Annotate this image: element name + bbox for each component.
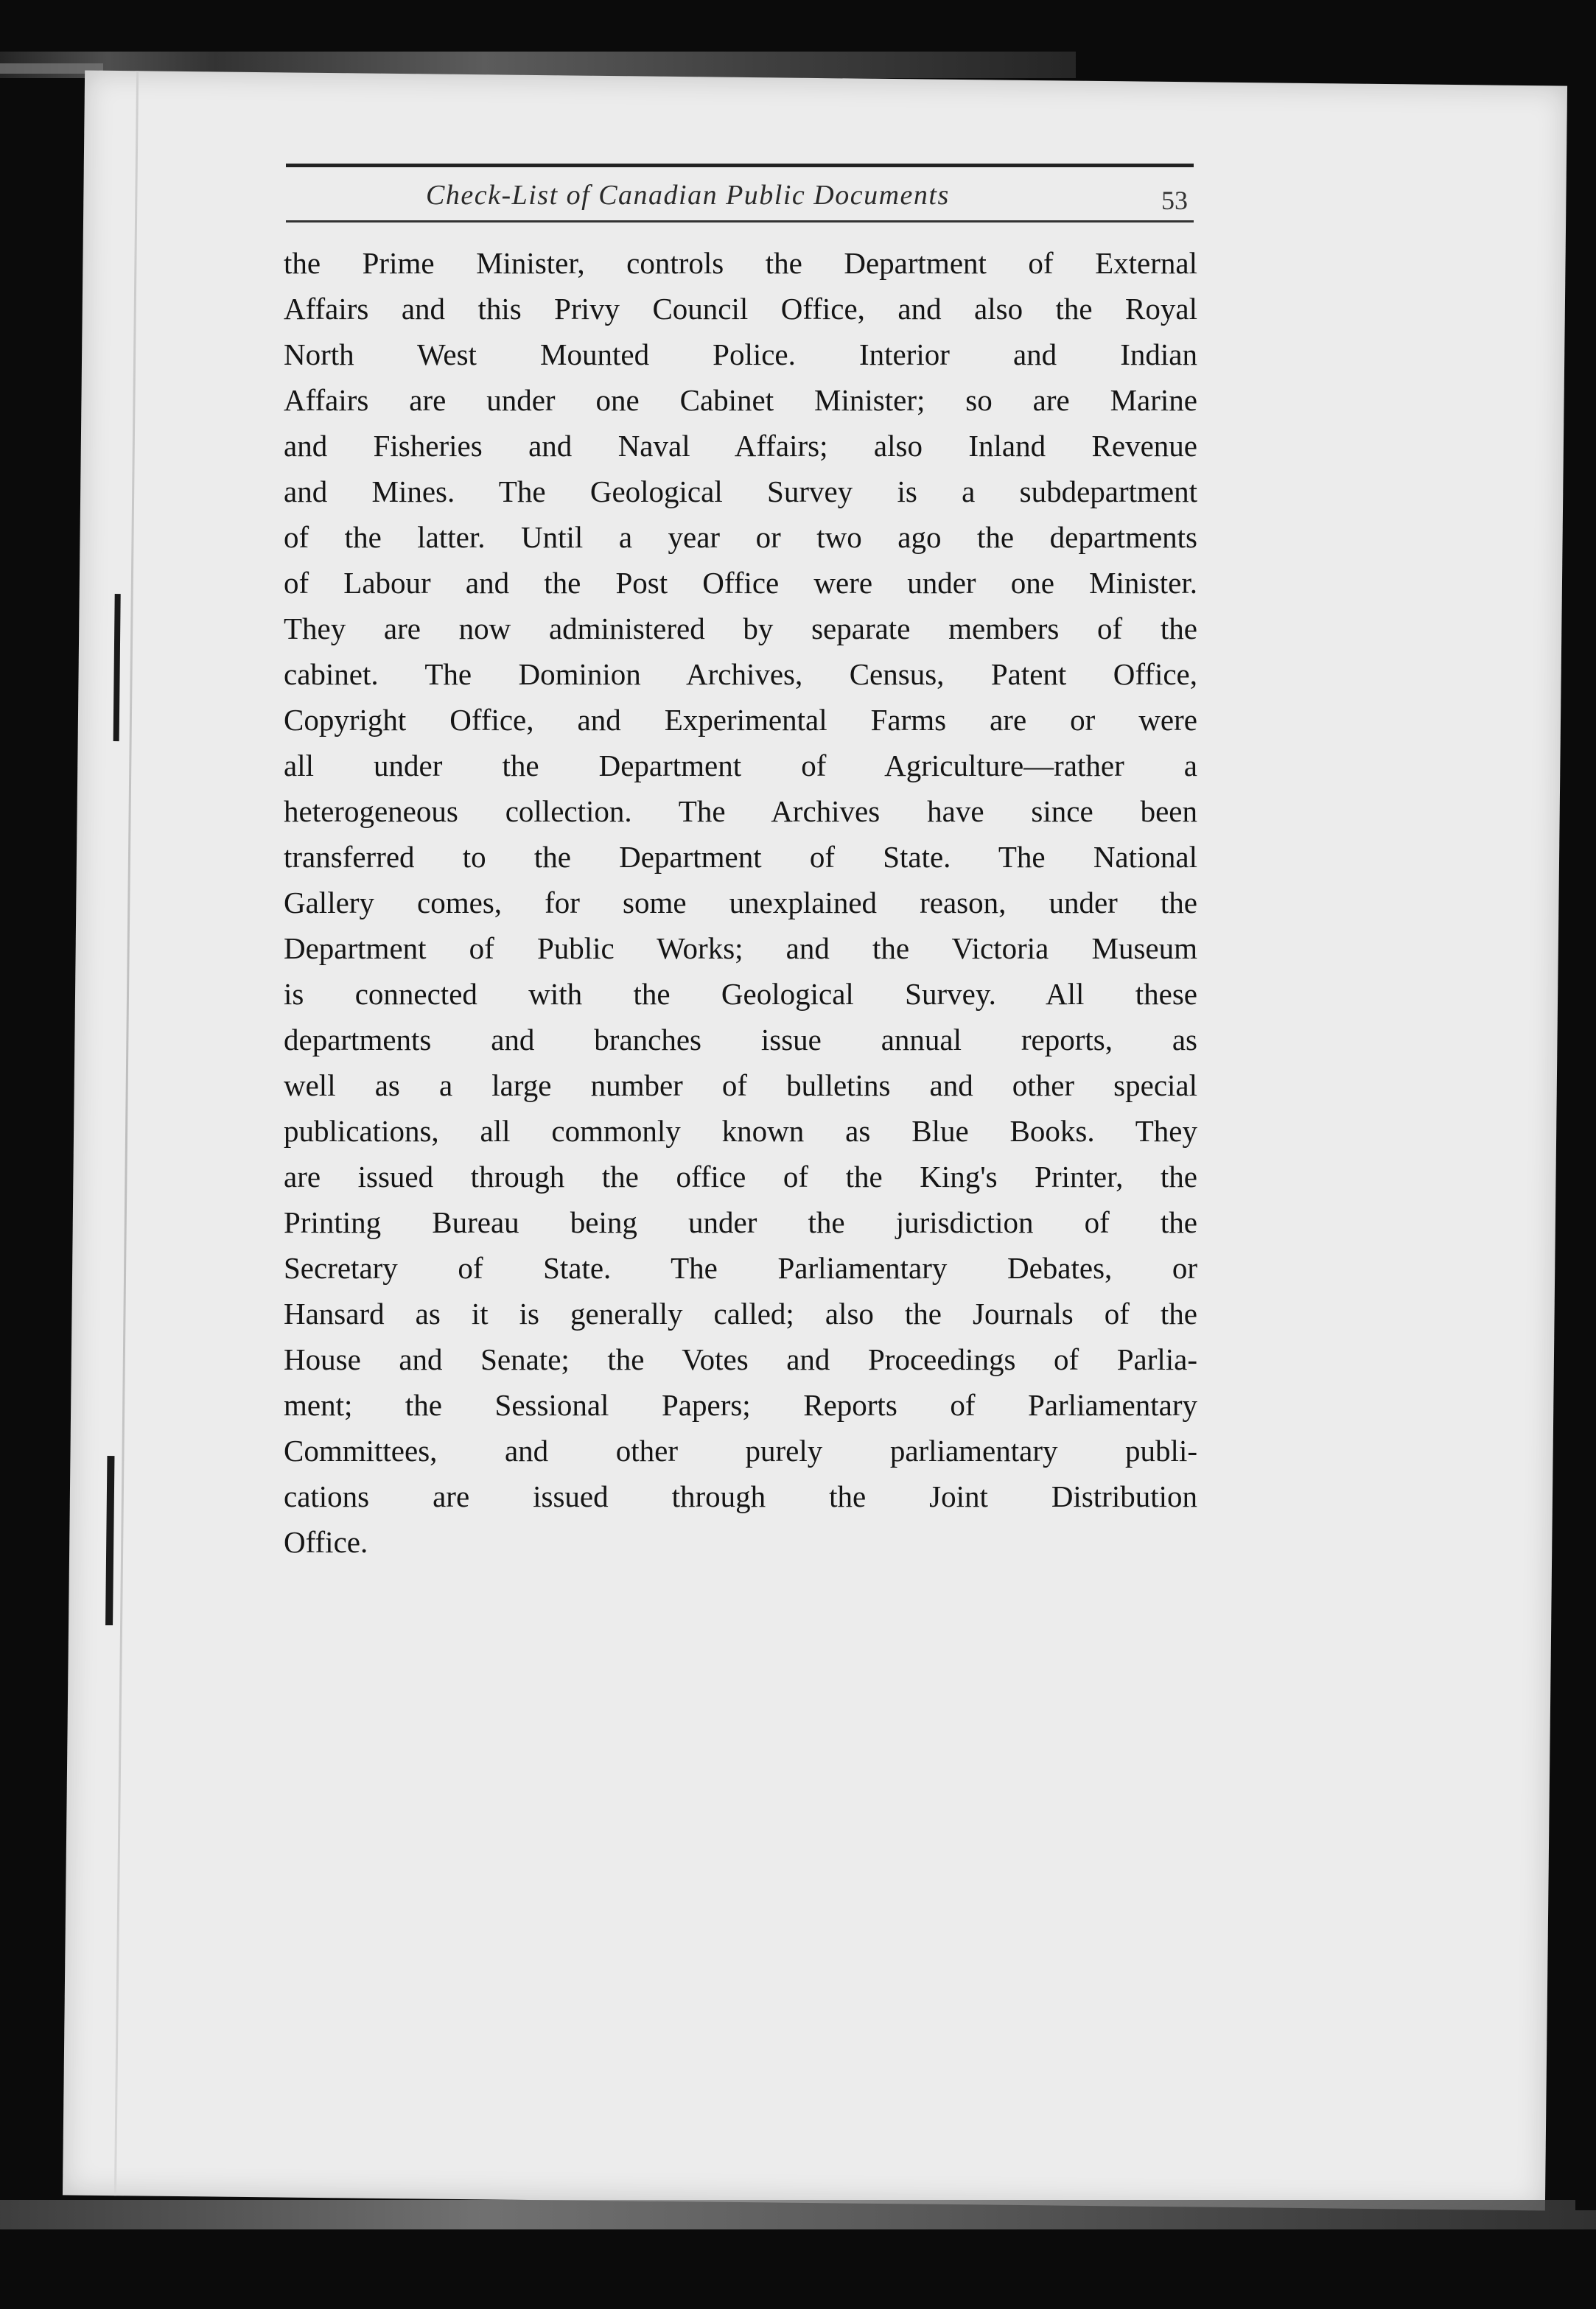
text-line: House and Senate; the Votes and Proceedings of Parlia-	[284, 1342, 1197, 1376]
scan-edge-right	[1575, 884, 1596, 2210]
running-title: Check-List of Canadian Public Documents	[426, 180, 950, 211]
text-line: and Mines. The Geological Survey is a subdepartment	[284, 474, 1197, 508]
margin-mark	[113, 594, 121, 741]
text-line: Office.	[284, 1525, 368, 1559]
text-line: well as a large number of bulletins and other special	[284, 1068, 1197, 1102]
text-line: ment; the Sessional Papers; Reports of Parliamentary	[284, 1388, 1197, 1422]
text-line: the Prime Minister, controls the Department of External	[284, 246, 1197, 280]
text-line: of Labour and the Post Office were under one Minister.	[284, 566, 1197, 600]
text-line: all under the Department of Agriculture—rather a	[284, 749, 1197, 782]
text-line: Department of Public Works; and the Victoria Museum	[284, 931, 1197, 965]
text-line: publications, all commonly known as Blue Books. They	[284, 1114, 1197, 1148]
text-line: of the latter. Until a year or two ago the departments	[284, 520, 1197, 554]
scan-artifact-bottom	[0, 2200, 1596, 2229]
header-rule-bottom	[286, 220, 1194, 223]
body-text	[284, 240, 1197, 1565]
text-line: transferred to the Department of State. The National	[284, 840, 1197, 874]
page-number: 53	[1161, 186, 1188, 215]
text-line: Copyright Office, and Experimental Farms are or were	[284, 703, 1197, 737]
text-line: departments and branches issue annual reports, as	[284, 1023, 1197, 1057]
text-line: cabinet. The Dominion Archives, Census, Patent Office,	[284, 657, 1197, 691]
running-header	[286, 164, 1194, 223]
text-line: Gallery comes, for some unexplained reason, under the	[284, 886, 1197, 919]
text-line: Secretary of State. The Parliamentary Debates, or	[284, 1251, 1197, 1285]
page-gutter	[114, 71, 139, 2196]
text-line: Affairs and this Privy Council Office, and also the Royal	[284, 292, 1197, 326]
text-line: They are now administered by separate members of the	[284, 612, 1197, 645]
text-line: Printing Bureau being under the jurisdiction of the	[284, 1205, 1197, 1239]
text-line: cations are issued through the Joint Distribution	[284, 1479, 1197, 1513]
text-line: Affairs are under one Cabinet Minister; so are Marine	[284, 383, 1197, 417]
text-line: Hansard as it is generally called; also the Journals of the	[284, 1297, 1197, 1331]
text-line: is connected with the Geological Survey. All these	[284, 977, 1197, 1011]
text-line: heterogeneous collection. The Archives have since been	[284, 794, 1197, 828]
text-line: are issued through the office of the King's Printer, the	[284, 1160, 1197, 1194]
header-rule-top	[286, 164, 1194, 167]
text-line: and Fisheries and Naval Affairs; also Inland Revenue	[284, 429, 1197, 463]
text-line: North West Mounted Police. Interior and Indian	[284, 337, 1197, 371]
margin-mark	[105, 1456, 114, 1625]
text-line: Committees, and other purely parliamentary publi-	[284, 1434, 1197, 1468]
